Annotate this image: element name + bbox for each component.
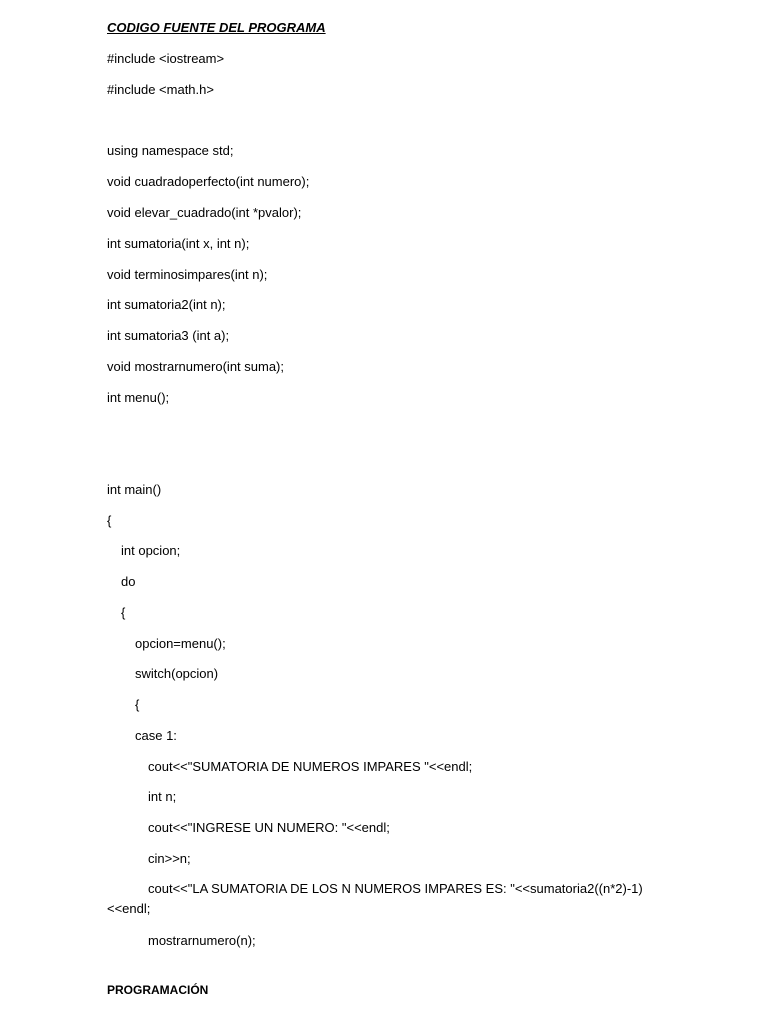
code-line: mostrarnumero(n);: [148, 933, 256, 948]
code-line: void mostrarnumero(int suma);: [107, 359, 284, 374]
code-line: int main(): [107, 482, 162, 497]
code-line: int sumatoria3 (int a);: [107, 328, 230, 343]
code-line: opcion=menu();: [135, 636, 226, 651]
code-line: cout<<"INGRESE UN NUMERO: "<<endl;: [148, 820, 390, 835]
code-line: cout<<"SUMATORIA DE NUMEROS IMPARES "<<endl;: [148, 759, 473, 774]
code-line: switch(opcion): [135, 666, 219, 681]
code-line: void elevar_cuadrado(int *pvalor);: [107, 205, 302, 220]
code-line: case 1:: [135, 728, 177, 743]
code-line: using namespace std;: [107, 143, 234, 158]
code-line: {: [121, 605, 126, 620]
code-line: int sumatoria(int x, int n);: [107, 236, 250, 251]
code-line: #include <math.h>: [107, 82, 214, 97]
code-line: {: [135, 697, 140, 712]
code-line: int sumatoria2(int n);: [107, 297, 226, 312]
code-line: cin>>n;: [148, 851, 191, 866]
code-line: #include <iostream>: [107, 51, 225, 66]
code-line: int menu();: [107, 390, 170, 405]
code-line: cout<<"LA SUMATORIA DE LOS N NUMEROS IMPARES ES: "<<sumatoria2((n*2)-1)<<endl;: [107, 881, 643, 916]
code-line: int n;: [148, 789, 177, 804]
code-line: void cuadradoperfecto(int numero);: [107, 174, 310, 189]
document-heading: CODIGO FUENTE DEL PROGRAMA: [107, 20, 326, 35]
code-line: do: [121, 574, 136, 589]
code-line: void terminosimpares(int n);: [107, 267, 268, 282]
code-line: {: [107, 513, 112, 528]
page-footer: PROGRAMACIÓN: [107, 983, 209, 997]
code-line: int opcion;: [121, 543, 181, 558]
